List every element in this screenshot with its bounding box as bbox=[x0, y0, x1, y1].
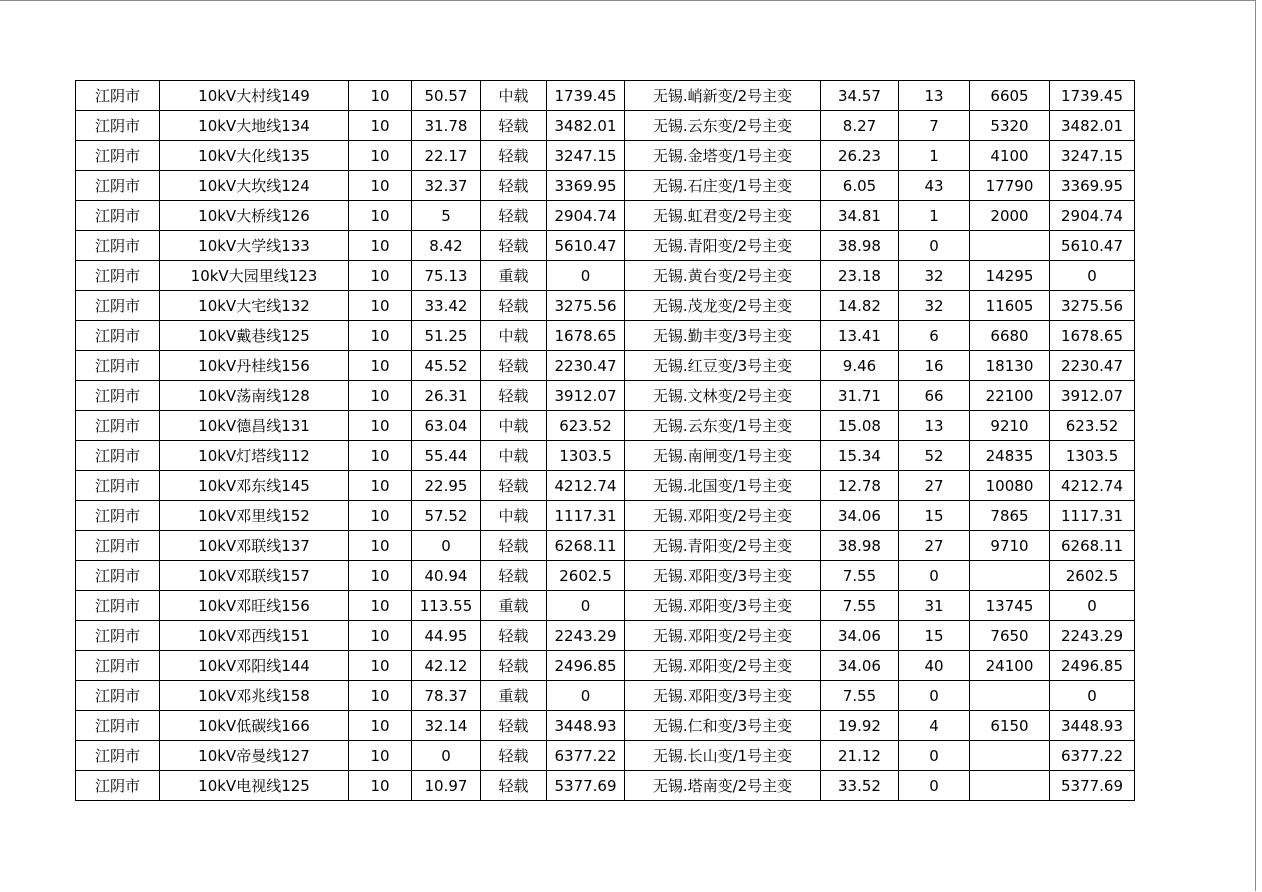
capacity-cell: 1678.65 bbox=[547, 321, 625, 351]
feeder-table bbox=[75, 80, 1135, 801]
load-status-cell: 轻载 bbox=[481, 471, 547, 501]
table-row bbox=[76, 231, 1135, 261]
transformer-rate-cell: 13.41 bbox=[821, 321, 899, 351]
load-rate-cell: 31.78 bbox=[412, 111, 481, 141]
load-rate-cell: 44.95 bbox=[412, 621, 481, 651]
city-cell: 江阴市 bbox=[76, 411, 160, 441]
count-cell: 0 bbox=[899, 741, 970, 771]
capacity-total-cell: 7865 bbox=[970, 501, 1050, 531]
city-cell: 江阴市 bbox=[76, 201, 160, 231]
transformer-rate-cell: 9.46 bbox=[821, 351, 899, 381]
load-status-cell: 轻载 bbox=[481, 531, 547, 561]
load-rate-cell: 40.94 bbox=[412, 561, 481, 591]
table-row bbox=[76, 111, 1135, 141]
line-name-cell: 10kV邓西线151 bbox=[160, 621, 349, 651]
load-status-cell: 中载 bbox=[481, 441, 547, 471]
substation-cell: 无锡.仁和变/3号主变 bbox=[625, 711, 821, 741]
count-cell: 16 bbox=[899, 351, 970, 381]
available-capacity-cell: 3275.56 bbox=[1050, 291, 1135, 321]
voltage-cell: 10 bbox=[349, 141, 412, 171]
table-row bbox=[76, 501, 1135, 531]
load-rate-cell: 55.44 bbox=[412, 441, 481, 471]
transformer-rate-cell: 7.55 bbox=[821, 681, 899, 711]
capacity-cell: 3275.56 bbox=[547, 291, 625, 321]
table-row bbox=[76, 681, 1135, 711]
load-status-cell: 重载 bbox=[481, 261, 547, 291]
count-cell: 1 bbox=[899, 141, 970, 171]
available-capacity-cell: 1739.45 bbox=[1050, 81, 1135, 111]
count-cell: 27 bbox=[899, 471, 970, 501]
load-rate-cell: 26.31 bbox=[412, 381, 481, 411]
city-cell: 江阴市 bbox=[76, 351, 160, 381]
load-rate-cell: 42.12 bbox=[412, 651, 481, 681]
substation-cell: 无锡.邓阳变/3号主变 bbox=[625, 681, 821, 711]
load-rate-cell: 45.52 bbox=[412, 351, 481, 381]
voltage-cell: 10 bbox=[349, 351, 412, 381]
count-cell: 1 bbox=[899, 201, 970, 231]
capacity-total-cell: 11605 bbox=[970, 291, 1050, 321]
substation-cell: 无锡.邓阳变/2号主变 bbox=[625, 651, 821, 681]
capacity-total-cell: 9210 bbox=[970, 411, 1050, 441]
capacity-total-cell: 10080 bbox=[970, 471, 1050, 501]
load-rate-cell: 75.13 bbox=[412, 261, 481, 291]
line-name-cell: 10kV荡南线128 bbox=[160, 381, 349, 411]
table-row bbox=[76, 621, 1135, 651]
count-cell: 66 bbox=[899, 381, 970, 411]
capacity-cell: 0 bbox=[547, 681, 625, 711]
capacity-total-cell bbox=[970, 771, 1050, 801]
capacity-cell: 0 bbox=[547, 591, 625, 621]
line-name-cell: 10kV邓联线137 bbox=[160, 531, 349, 561]
transformer-rate-cell: 38.98 bbox=[821, 531, 899, 561]
capacity-cell: 623.52 bbox=[547, 411, 625, 441]
count-cell: 32 bbox=[899, 261, 970, 291]
voltage-cell: 10 bbox=[349, 201, 412, 231]
capacity-cell: 2602.5 bbox=[547, 561, 625, 591]
line-name-cell: 10kV邓阳线144 bbox=[160, 651, 349, 681]
city-cell: 江阴市 bbox=[76, 321, 160, 351]
capacity-cell: 2904.74 bbox=[547, 201, 625, 231]
transformer-rate-cell: 26.23 bbox=[821, 141, 899, 171]
voltage-cell: 10 bbox=[349, 111, 412, 141]
capacity-cell: 3369.95 bbox=[547, 171, 625, 201]
line-name-cell: 10kV大园里线123 bbox=[160, 261, 349, 291]
table-row bbox=[76, 471, 1135, 501]
transformer-rate-cell: 6.05 bbox=[821, 171, 899, 201]
table-row bbox=[76, 561, 1135, 591]
transformer-rate-cell: 7.55 bbox=[821, 561, 899, 591]
transformer-rate-cell: 34.57 bbox=[821, 81, 899, 111]
line-name-cell: 10kV邓兆线158 bbox=[160, 681, 349, 711]
capacity-total-cell: 24100 bbox=[970, 651, 1050, 681]
available-capacity-cell: 0 bbox=[1050, 591, 1135, 621]
count-cell: 0 bbox=[899, 771, 970, 801]
substation-cell: 无锡.茂龙变/2号主变 bbox=[625, 291, 821, 321]
line-name-cell: 10kV大坎线124 bbox=[160, 171, 349, 201]
substation-cell: 无锡.云东变/2号主变 bbox=[625, 111, 821, 141]
line-name-cell: 10kV邓旺线156 bbox=[160, 591, 349, 621]
load-status-cell: 轻载 bbox=[481, 141, 547, 171]
voltage-cell: 10 bbox=[349, 411, 412, 441]
load-status-cell: 中载 bbox=[481, 501, 547, 531]
capacity-cell: 2496.85 bbox=[547, 651, 625, 681]
line-name-cell: 10kV邓东线145 bbox=[160, 471, 349, 501]
line-name-cell: 10kV德昌线131 bbox=[160, 411, 349, 441]
capacity-cell: 2230.47 bbox=[547, 351, 625, 381]
line-name-cell: 10kV大桥线126 bbox=[160, 201, 349, 231]
city-cell: 江阴市 bbox=[76, 531, 160, 561]
load-status-cell: 轻载 bbox=[481, 621, 547, 651]
count-cell: 0 bbox=[899, 561, 970, 591]
voltage-cell: 10 bbox=[349, 261, 412, 291]
city-cell: 江阴市 bbox=[76, 651, 160, 681]
voltage-cell: 10 bbox=[349, 621, 412, 651]
voltage-cell: 10 bbox=[349, 171, 412, 201]
voltage-cell: 10 bbox=[349, 741, 412, 771]
available-capacity-cell: 1678.65 bbox=[1050, 321, 1135, 351]
table-row bbox=[76, 771, 1135, 801]
load-status-cell: 轻载 bbox=[481, 201, 547, 231]
count-cell: 32 bbox=[899, 291, 970, 321]
substation-cell: 无锡.长山变/1号主变 bbox=[625, 741, 821, 771]
capacity-cell: 3247.15 bbox=[547, 141, 625, 171]
city-cell: 江阴市 bbox=[76, 771, 160, 801]
city-cell: 江阴市 bbox=[76, 681, 160, 711]
load-status-cell: 轻载 bbox=[481, 651, 547, 681]
substation-cell: 无锡.金塔变/1号主变 bbox=[625, 141, 821, 171]
line-name-cell: 10kV低碳线166 bbox=[160, 711, 349, 741]
voltage-cell: 10 bbox=[349, 291, 412, 321]
count-cell: 13 bbox=[899, 81, 970, 111]
table-row bbox=[76, 591, 1135, 621]
capacity-total-cell bbox=[970, 231, 1050, 261]
substation-cell: 无锡.勤丰变/3号主变 bbox=[625, 321, 821, 351]
load-status-cell: 轻载 bbox=[481, 771, 547, 801]
voltage-cell: 10 bbox=[349, 321, 412, 351]
table-row bbox=[76, 171, 1135, 201]
city-cell: 江阴市 bbox=[76, 111, 160, 141]
table-row bbox=[76, 201, 1135, 231]
available-capacity-cell: 2230.47 bbox=[1050, 351, 1135, 381]
count-cell: 6 bbox=[899, 321, 970, 351]
line-name-cell: 10kV邓里线152 bbox=[160, 501, 349, 531]
city-cell: 江阴市 bbox=[76, 171, 160, 201]
table-row bbox=[76, 351, 1135, 381]
substation-cell: 无锡.邓阳变/3号主变 bbox=[625, 561, 821, 591]
voltage-cell: 10 bbox=[349, 501, 412, 531]
capacity-total-cell: 22100 bbox=[970, 381, 1050, 411]
load-status-cell: 中载 bbox=[481, 81, 547, 111]
line-name-cell: 10kV灯塔线112 bbox=[160, 441, 349, 471]
city-cell: 江阴市 bbox=[76, 471, 160, 501]
capacity-total-cell: 6150 bbox=[970, 711, 1050, 741]
available-capacity-cell: 2243.29 bbox=[1050, 621, 1135, 651]
load-rate-cell: 8.42 bbox=[412, 231, 481, 261]
transformer-rate-cell: 34.06 bbox=[821, 621, 899, 651]
city-cell: 江阴市 bbox=[76, 741, 160, 771]
available-capacity-cell: 4212.74 bbox=[1050, 471, 1135, 501]
substation-cell: 无锡.青阳变/2号主变 bbox=[625, 231, 821, 261]
capacity-total-cell: 5320 bbox=[970, 111, 1050, 141]
capacity-cell: 3448.93 bbox=[547, 711, 625, 741]
substation-cell: 无锡.文林变/2号主变 bbox=[625, 381, 821, 411]
available-capacity-cell: 3448.93 bbox=[1050, 711, 1135, 741]
substation-cell: 无锡.青阳变/2号主变 bbox=[625, 531, 821, 561]
capacity-total-cell: 17790 bbox=[970, 171, 1050, 201]
load-rate-cell: 32.14 bbox=[412, 711, 481, 741]
table-body bbox=[76, 81, 1135, 801]
line-name-cell: 10kV丹桂线156 bbox=[160, 351, 349, 381]
transformer-rate-cell: 34.06 bbox=[821, 651, 899, 681]
voltage-cell: 10 bbox=[349, 711, 412, 741]
city-cell: 江阴市 bbox=[76, 231, 160, 261]
available-capacity-cell: 5610.47 bbox=[1050, 231, 1135, 261]
voltage-cell: 10 bbox=[349, 471, 412, 501]
city-cell: 江阴市 bbox=[76, 621, 160, 651]
count-cell: 43 bbox=[899, 171, 970, 201]
load-rate-cell: 0 bbox=[412, 741, 481, 771]
load-status-cell: 轻载 bbox=[481, 711, 547, 741]
capacity-cell: 6268.11 bbox=[547, 531, 625, 561]
transformer-rate-cell: 34.81 bbox=[821, 201, 899, 231]
table-row bbox=[76, 381, 1135, 411]
capacity-total-cell: 6680 bbox=[970, 321, 1050, 351]
load-status-cell: 轻载 bbox=[481, 231, 547, 261]
table-row bbox=[76, 531, 1135, 561]
voltage-cell: 10 bbox=[349, 681, 412, 711]
capacity-total-cell bbox=[970, 561, 1050, 591]
capacity-cell: 4212.74 bbox=[547, 471, 625, 501]
line-name-cell: 10kV帝曼线127 bbox=[160, 741, 349, 771]
capacity-cell: 1303.5 bbox=[547, 441, 625, 471]
voltage-cell: 10 bbox=[349, 531, 412, 561]
substation-cell: 无锡.红豆变/3号主变 bbox=[625, 351, 821, 381]
substation-cell: 无锡.北国变/1号主变 bbox=[625, 471, 821, 501]
capacity-cell: 3912.07 bbox=[547, 381, 625, 411]
transformer-rate-cell: 8.27 bbox=[821, 111, 899, 141]
load-status-cell: 轻载 bbox=[481, 111, 547, 141]
count-cell: 15 bbox=[899, 501, 970, 531]
load-rate-cell: 0 bbox=[412, 531, 481, 561]
load-rate-cell: 57.52 bbox=[412, 501, 481, 531]
available-capacity-cell: 0 bbox=[1050, 261, 1135, 291]
count-cell: 15 bbox=[899, 621, 970, 651]
transformer-rate-cell: 21.12 bbox=[821, 741, 899, 771]
load-status-cell: 重载 bbox=[481, 591, 547, 621]
line-name-cell: 10kV大化线135 bbox=[160, 141, 349, 171]
available-capacity-cell: 3369.95 bbox=[1050, 171, 1135, 201]
transformer-rate-cell: 31.71 bbox=[821, 381, 899, 411]
load-status-cell: 轻载 bbox=[481, 171, 547, 201]
available-capacity-cell: 2496.85 bbox=[1050, 651, 1135, 681]
table-row bbox=[76, 321, 1135, 351]
available-capacity-cell: 623.52 bbox=[1050, 411, 1135, 441]
table-row bbox=[76, 291, 1135, 321]
count-cell: 0 bbox=[899, 681, 970, 711]
load-rate-cell: 50.57 bbox=[412, 81, 481, 111]
transformer-rate-cell: 33.52 bbox=[821, 771, 899, 801]
voltage-cell: 10 bbox=[349, 561, 412, 591]
count-cell: 13 bbox=[899, 411, 970, 441]
load-status-cell: 中载 bbox=[481, 411, 547, 441]
substation-cell: 无锡.石庄变/1号主变 bbox=[625, 171, 821, 201]
city-cell: 江阴市 bbox=[76, 501, 160, 531]
load-status-cell: 重载 bbox=[481, 681, 547, 711]
line-name-cell: 10kV大宅线132 bbox=[160, 291, 349, 321]
table-row bbox=[76, 711, 1135, 741]
line-name-cell: 10kV大村线149 bbox=[160, 81, 349, 111]
capacity-total-cell: 2000 bbox=[970, 201, 1050, 231]
capacity-total-cell bbox=[970, 741, 1050, 771]
substation-cell: 无锡.邓阳变/3号主变 bbox=[625, 591, 821, 621]
capacity-total-cell: 6605 bbox=[970, 81, 1050, 111]
available-capacity-cell: 1117.31 bbox=[1050, 501, 1135, 531]
substation-cell: 无锡.邓阳变/2号主变 bbox=[625, 621, 821, 651]
load-status-cell: 轻载 bbox=[481, 741, 547, 771]
city-cell: 江阴市 bbox=[76, 381, 160, 411]
line-name-cell: 10kV戴巷线125 bbox=[160, 321, 349, 351]
city-cell: 江阴市 bbox=[76, 141, 160, 171]
count-cell: 7 bbox=[899, 111, 970, 141]
capacity-total-cell: 24835 bbox=[970, 441, 1050, 471]
capacity-cell: 2243.29 bbox=[547, 621, 625, 651]
substation-cell: 无锡.邓阳变/2号主变 bbox=[625, 501, 821, 531]
substation-cell: 无锡.云东变/1号主变 bbox=[625, 411, 821, 441]
capacity-cell: 1739.45 bbox=[547, 81, 625, 111]
load-rate-cell: 10.97 bbox=[412, 771, 481, 801]
substation-cell: 无锡.塔南变/2号主变 bbox=[625, 771, 821, 801]
city-cell: 江阴市 bbox=[76, 291, 160, 321]
load-status-cell: 轻载 bbox=[481, 561, 547, 591]
load-rate-cell: 32.37 bbox=[412, 171, 481, 201]
voltage-cell: 10 bbox=[349, 381, 412, 411]
available-capacity-cell: 6377.22 bbox=[1050, 741, 1135, 771]
transformer-rate-cell: 12.78 bbox=[821, 471, 899, 501]
table-row bbox=[76, 261, 1135, 291]
available-capacity-cell: 5377.69 bbox=[1050, 771, 1135, 801]
line-name-cell: 10kV大学线133 bbox=[160, 231, 349, 261]
capacity-total-cell: 4100 bbox=[970, 141, 1050, 171]
count-cell: 40 bbox=[899, 651, 970, 681]
capacity-cell: 0 bbox=[547, 261, 625, 291]
transformer-rate-cell: 15.34 bbox=[821, 441, 899, 471]
capacity-total-cell: 13745 bbox=[970, 591, 1050, 621]
transformer-rate-cell: 23.18 bbox=[821, 261, 899, 291]
load-rate-cell: 78.37 bbox=[412, 681, 481, 711]
capacity-cell: 5610.47 bbox=[547, 231, 625, 261]
load-rate-cell: 113.55 bbox=[412, 591, 481, 621]
count-cell: 4 bbox=[899, 711, 970, 741]
line-name-cell: 10kV大地线134 bbox=[160, 111, 349, 141]
voltage-cell: 10 bbox=[349, 771, 412, 801]
city-cell: 江阴市 bbox=[76, 261, 160, 291]
table-row bbox=[76, 651, 1135, 681]
city-cell: 江阴市 bbox=[76, 711, 160, 741]
capacity-cell: 6377.22 bbox=[547, 741, 625, 771]
transformer-rate-cell: 34.06 bbox=[821, 501, 899, 531]
available-capacity-cell: 3912.07 bbox=[1050, 381, 1135, 411]
capacity-total-cell: 18130 bbox=[970, 351, 1050, 381]
table-row bbox=[76, 411, 1135, 441]
load-rate-cell: 33.42 bbox=[412, 291, 481, 321]
substation-cell: 无锡.黄台变/2号主变 bbox=[625, 261, 821, 291]
available-capacity-cell: 1303.5 bbox=[1050, 441, 1135, 471]
city-cell: 江阴市 bbox=[76, 561, 160, 591]
capacity-cell: 3482.01 bbox=[547, 111, 625, 141]
table-row bbox=[76, 81, 1135, 111]
capacity-total-cell: 7650 bbox=[970, 621, 1050, 651]
available-capacity-cell: 3482.01 bbox=[1050, 111, 1135, 141]
load-status-cell: 轻载 bbox=[481, 291, 547, 321]
load-status-cell: 中载 bbox=[481, 321, 547, 351]
table-row bbox=[76, 141, 1135, 171]
load-status-cell: 轻载 bbox=[481, 351, 547, 381]
count-cell: 27 bbox=[899, 531, 970, 561]
count-cell: 0 bbox=[899, 231, 970, 261]
count-cell: 31 bbox=[899, 591, 970, 621]
transformer-rate-cell: 38.98 bbox=[821, 231, 899, 261]
city-cell: 江阴市 bbox=[76, 591, 160, 621]
transformer-rate-cell: 14.82 bbox=[821, 291, 899, 321]
substation-cell: 无锡.南闸变/1号主变 bbox=[625, 441, 821, 471]
capacity-cell: 5377.69 bbox=[547, 771, 625, 801]
available-capacity-cell: 3247.15 bbox=[1050, 141, 1135, 171]
load-rate-cell: 22.95 bbox=[412, 471, 481, 501]
load-rate-cell: 51.25 bbox=[412, 321, 481, 351]
capacity-total-cell bbox=[970, 681, 1050, 711]
transformer-rate-cell: 7.55 bbox=[821, 591, 899, 621]
load-rate-cell: 63.04 bbox=[412, 411, 481, 441]
load-status-cell: 轻载 bbox=[481, 381, 547, 411]
available-capacity-cell: 6268.11 bbox=[1050, 531, 1135, 561]
transformer-rate-cell: 15.08 bbox=[821, 411, 899, 441]
available-capacity-cell: 2904.74 bbox=[1050, 201, 1135, 231]
voltage-cell: 10 bbox=[349, 591, 412, 621]
load-rate-cell: 22.17 bbox=[412, 141, 481, 171]
substation-cell: 无锡.虹君变/2号主变 bbox=[625, 201, 821, 231]
transformer-rate-cell: 19.92 bbox=[821, 711, 899, 741]
available-capacity-cell: 0 bbox=[1050, 681, 1135, 711]
line-name-cell: 10kV电视线125 bbox=[160, 771, 349, 801]
capacity-total-cell: 14295 bbox=[970, 261, 1050, 291]
table-row bbox=[76, 741, 1135, 771]
voltage-cell: 10 bbox=[349, 81, 412, 111]
line-name-cell: 10kV邓联线157 bbox=[160, 561, 349, 591]
voltage-cell: 10 bbox=[349, 441, 412, 471]
table-row bbox=[76, 441, 1135, 471]
capacity-cell: 1117.31 bbox=[547, 501, 625, 531]
substation-cell: 无锡.峭新变/2号主变 bbox=[625, 81, 821, 111]
available-capacity-cell: 2602.5 bbox=[1050, 561, 1135, 591]
city-cell: 江阴市 bbox=[76, 81, 160, 111]
count-cell: 52 bbox=[899, 441, 970, 471]
voltage-cell: 10 bbox=[349, 651, 412, 681]
voltage-cell: 10 bbox=[349, 231, 412, 261]
capacity-total-cell: 9710 bbox=[970, 531, 1050, 561]
load-rate-cell: 5 bbox=[412, 201, 481, 231]
city-cell: 江阴市 bbox=[76, 441, 160, 471]
